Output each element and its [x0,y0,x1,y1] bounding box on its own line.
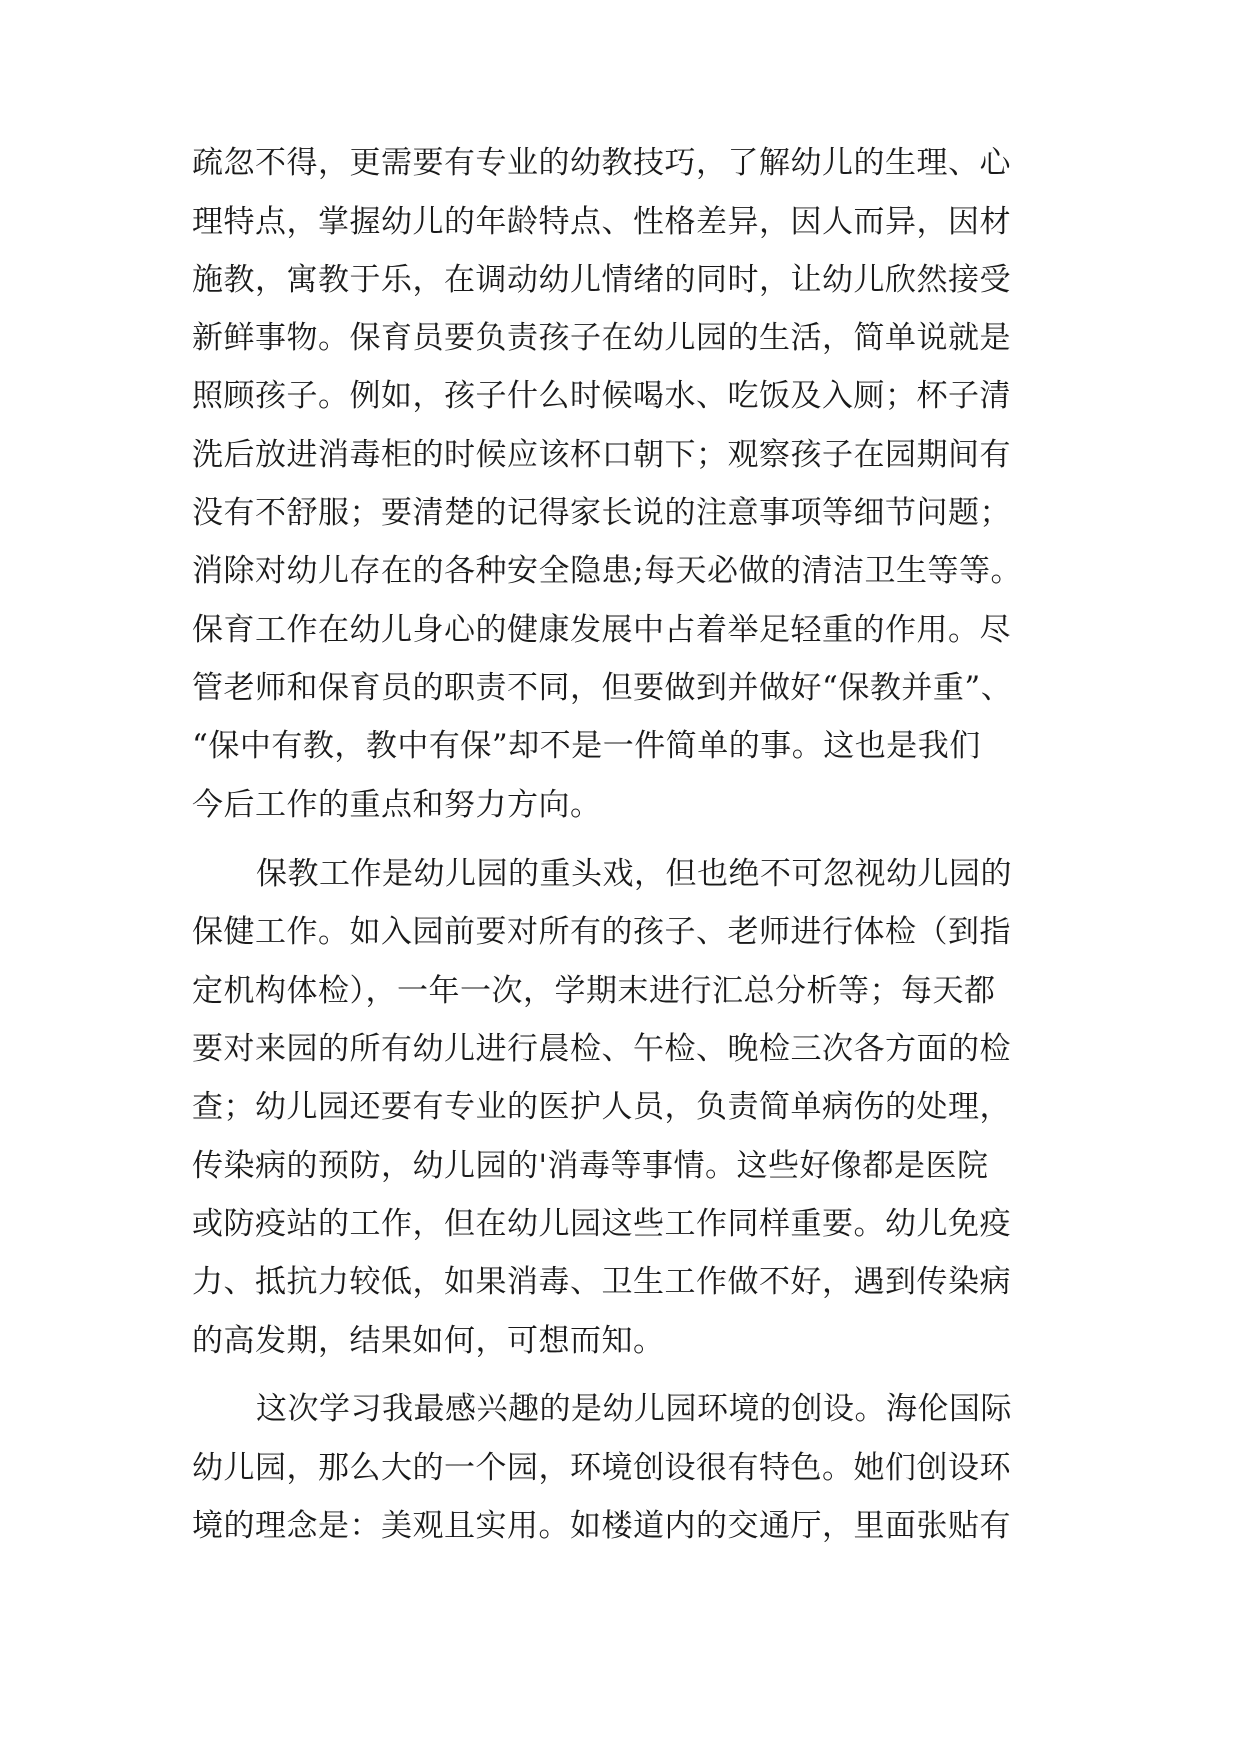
text-line: 没有不舒服；要清楚的记得家长说的注意事项等细节问题； [192,495,1011,531]
text-line: 查；幼儿园还要有专业的医护人员，负责简单病伤的处理， [192,1089,1011,1125]
text-line: 施教，寓教于乐，在调动幼儿情绪的同时，让幼儿欣然接受 [192,262,1011,298]
paragraph-first-line: 保教工作是幼儿园的重头戏，但也绝不可忽视幼儿园的 [256,856,1012,892]
text-line: 幼儿园，那么大的一个园，环境创设很有特色。她们创设环 [192,1450,1011,1486]
text-line: 或防疫站的工作，但在幼儿园这些工作同样重要。幼儿免疫 [192,1206,1011,1242]
text-line: 力、抵抗力较低，如果消毒、卫生工作做不好，遇到传染病 [192,1264,1011,1300]
text-line: 管老师和保育员的职责不同，但要做到并做好“保教并重”、 [192,670,1013,706]
paragraph-first-line: 这次学习我最感兴趣的是幼儿园环境的创设。海伦国际 [256,1391,1012,1427]
text-line: “保中有教，教中有保”却不是一件简单的事。这也是我们 [192,728,981,764]
text-line: 传染病的预防，幼儿园的'消毒等事情。这些好像都是医院 [192,1148,989,1184]
text-line: 新鲜事物。保育员要负责孩子在幼儿园的生活，简单说就是 [192,320,1011,356]
text-line: 照顾孩子。例如，孩子什么时候喝水、吃饭及入厕；杯子清 [192,378,1011,414]
text-line: 消除对幼儿存在的各种安全隐患;每天必做的清洁卫生等等。 [192,553,1022,589]
text-line: 境的理念是：美观且实用。如楼道内的交通厅，里面张贴有 [192,1508,1011,1544]
text-line: 要对来园的所有幼儿进行晨检、午检、晚检三次各方面的检 [192,1031,1011,1067]
text-line: 疏忽不得，更需要有专业的幼教技巧，了解幼儿的生理、心 [192,145,1011,181]
text-line: 的高发期，结果如何，可想而知。 [192,1323,665,1359]
text-line: 保健工作。如入园前要对所有的孩子、老师进行体检（到指 [192,914,1011,950]
text-line: 今后工作的重点和努力方向。 [192,787,602,823]
text-line: 保育工作在幼儿身心的健康发展中占着举足轻重的作用。尽 [192,612,1011,648]
text-line: 定机构体检），一年一次，学期末进行汇总分析等；每天都 [192,973,996,1009]
text-line: 洗后放进消毒柜的时候应该杯口朝下；观察孩子在园期间有 [192,437,1011,473]
text-line: 理特点，掌握幼儿的年龄特点、性格差异，因人而异，因材 [192,204,1011,240]
